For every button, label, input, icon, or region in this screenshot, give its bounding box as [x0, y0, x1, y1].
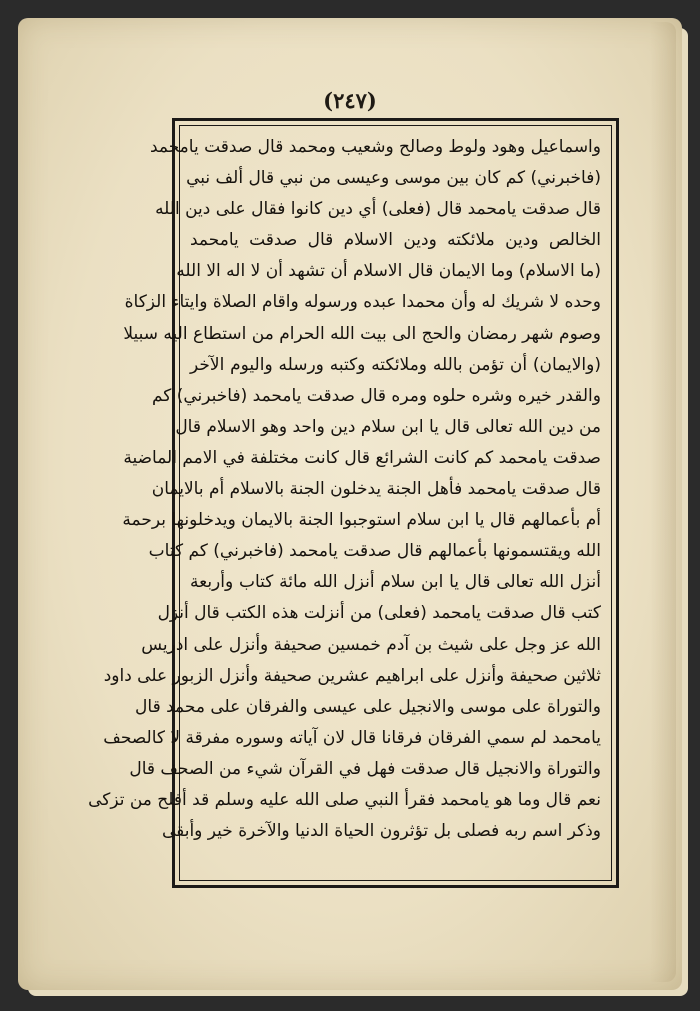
text-line: واسماعيل وهود ولوط وصالح وشعيب ومحمد قال صدقت يامحمد: [149, 137, 601, 157]
text-line: كتب قال صدقت يامحمد (فعلى) من أنزلت هذه الكتب قال أنزل: [157, 603, 601, 624]
text-line: وذكر اسم ربه فصلى بل تؤثرون الحياة الدنيا والآخرة خير وأبقى: [161, 821, 601, 842]
text-body: [88, 132, 601, 847]
page-edge-shadow: [650, 22, 676, 982]
text-line: وصوم شهر رمضان والحج الى بيت الله الحرام من استطاع اليه سبيلا: [123, 323, 601, 344]
text-line: أنزل الله تعالى قال يا ابن سلام أنزل الله مائة كتاب وأربعة: [190, 572, 601, 593]
text-frame: [88, 118, 619, 888]
text-line: (ما الاسلام) وما الايمان قال الاسلام أن تشهد أن لا اله الا الله: [176, 261, 601, 282]
text-line: أم بأعمالهم قال يا ابن سلام استوجبوا الجنة بالايمان ويدخلونها برحمة: [122, 510, 601, 531]
text-line: يامحمد لم سمي الفرقان فرقانا قال لان آياته وسوره مفرقة لا كالصحف: [103, 727, 601, 748]
book-page: [18, 18, 682, 990]
text-line: الله عز وجل على شيث بن آدم خمسين صحيفة وأنزل على ادريس: [141, 634, 601, 655]
page-number: (٢٤٧): [323, 88, 377, 113]
text-line: من دين الله تعالى قال يا ابن سلام دين واحد وهو الاسلام قال: [175, 416, 601, 437]
text-line: (والايمان) أن تؤمن بالله وملائكته وكتبه ورسله واليوم الآخر: [190, 354, 601, 375]
text-line: الخالص ودين ملائكته ودين الاسلام قال صدقت يامحمد: [190, 230, 601, 251]
text-line: (فاخبرني) كم كان بين موسى وعيسى من نبي قال ألف نبي: [186, 168, 601, 189]
text-line: والتوراة على موسى والانجيل على عيسى والفرقان على محمد قال: [135, 696, 601, 717]
text-frame-inner-rule: [88, 125, 612, 881]
text-line: صدقت يامحمد كم كانت الشرائع قال كانت مختلفة في الامم الماضية: [123, 447, 601, 468]
text-line: قال صدقت يامحمد قال (فعلى) أي دين كانوا فقال على دين الله: [155, 199, 601, 220]
text-line: ثلاثين صحيفة وأنزل على ابراهيم عشرين صحيفة وأنزل الزبور على داود: [103, 665, 601, 686]
text-line: والقدر خيره وشره حلوه ومره قال صدقت يامحمد (فاخبرني) كم: [151, 385, 601, 406]
text-line: الله ويقتسمونها بأعمالهم قال صدقت يامحمد (فاخبرني) كم كتاب: [148, 541, 601, 562]
text-line: وحده لا شريك له وأن محمدا عبده ورسوله واقام الصلاة وايتاء الزكاة: [124, 292, 601, 313]
text-line: والتوراة والانجيل قال صدقت فهل في القرآن شيء من الصحف قال: [129, 758, 601, 779]
text-line: قال صدقت يامحمد فأهل الجنة يدخلون الجنة بالاسلام أم بالايمان: [151, 479, 601, 500]
text-line: نعم قال وما هو يامحمد فقرأ النبي صلى الله عليه وسلم قد أفلح من تزكى: [88, 789, 601, 810]
